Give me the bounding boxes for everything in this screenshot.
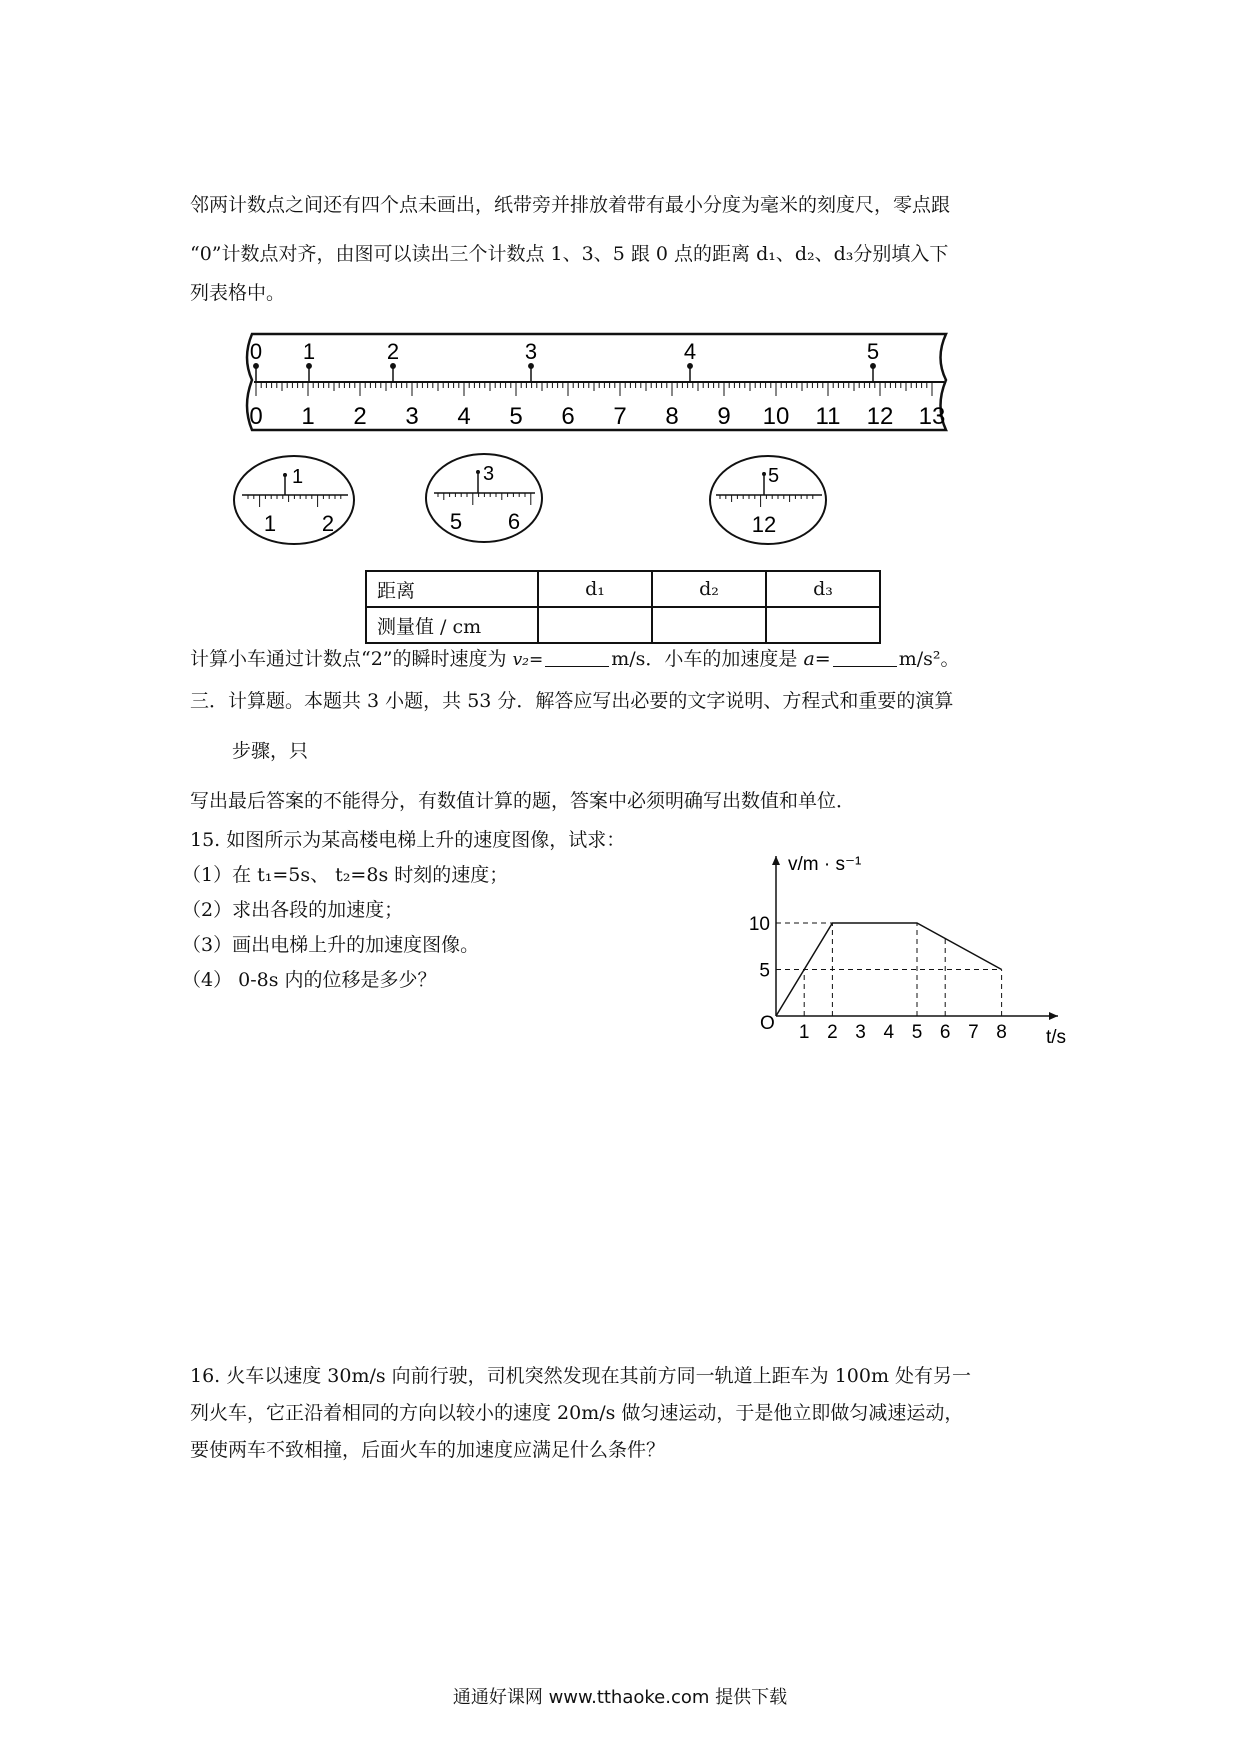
chart-x-tick-label: 4 (883, 1022, 895, 1043)
scale-label: 3 (405, 403, 419, 430)
scale-label: 1 (301, 403, 315, 430)
tape-points (250, 339, 879, 382)
scale-label: 7 (613, 403, 627, 430)
scale-label: 8 (665, 403, 679, 430)
chart-ticks (749, 914, 1007, 1043)
scale-label: 0 (249, 403, 263, 430)
answer-cell-d1[interactable] (538, 607, 652, 643)
q15-item-3: （3）画出电梯上升的加速度图像。 (182, 934, 480, 956)
ruler-figure (230, 328, 970, 568)
svg-text:12: 12 (751, 512, 777, 537)
q16-line-1: 16. 火车以速度 30m/s 向前行驶，司机突然发现在其前方同一轨道上距车为 100m 处有另一 (190, 1365, 972, 1387)
scale-label: 5 (509, 403, 523, 430)
svg-text:3: 3 (483, 463, 495, 485)
q16-line-3: 要使两车不致相撞，后面火车的加速度应满足什么条件？ (190, 1439, 666, 1461)
table-header-d3: d₃ (766, 571, 880, 607)
table-header-distance: 距离 (366, 571, 538, 607)
chart-x-tick-label: 7 (968, 1022, 979, 1043)
scale-label: 13 (918, 403, 946, 430)
chart-x-tick-label: 5 (911, 1022, 923, 1043)
svg-text:5: 5 (768, 465, 780, 487)
q16-line-2: 列火车，它正沿着相同的方向以较小的速度 20m/s 做匀速运动，于是他立即做匀减速运动， (190, 1402, 964, 1424)
chart-y-axis-label: v/m · s⁻¹ (788, 854, 862, 875)
scale-label: 6 (561, 403, 575, 430)
calc-line: 计算小车通过计数点“2”的瞬时速度为 v₂= m/s．小车的加速度是 a= m/s²。 (190, 648, 960, 670)
chart-axes (772, 856, 1058, 1020)
intro-line-1: 邻两计数点之间还有四个点未画出，纸带旁并排放着带有最小分度为毫米的刻度尺，零点跟 (190, 194, 951, 216)
table-header-d1: d₁ (538, 571, 652, 607)
section3-line-3: 写出最后答案的不能得分，有数值计算的题，答案中必须明确写出数值和单位． (190, 790, 856, 812)
table-row-label: 测量值 / cm (366, 607, 538, 643)
section3-line-1: 三．计算题。本题共 3 小题，共 53 分．解答应写出必要的文字说明、方程式和重要的演算 (190, 690, 954, 712)
answer-cell-d3[interactable] (766, 607, 880, 643)
tape-point-1: 1 (302, 339, 316, 364)
section3-line-2: 步骤，只 (232, 740, 309, 762)
chart-origin-label: O (760, 1013, 775, 1034)
table-row (366, 571, 880, 607)
chart-x-axis-label: t/s (1046, 1027, 1067, 1048)
answer-cell-d2[interactable] (652, 607, 766, 643)
q15-title: 15. 如图所示为某高楼电梯上升的速度图像，试求： (190, 829, 626, 851)
svg-text:6: 6 (507, 509, 521, 534)
table-header-d2: d₂ (652, 571, 766, 607)
magnifier-1 (234, 456, 354, 544)
scale-label: 11 (815, 403, 841, 430)
chart-y-tick-label: 10 (748, 914, 770, 935)
ruler-ticks (256, 382, 932, 396)
chart-y-tick-label: 5 (759, 960, 770, 982)
page-footer: 通通好课网 www.tthaoke.com 提供下载 (452, 1687, 788, 1708)
tape-point-5: 5 (866, 339, 880, 364)
table-row (366, 607, 880, 643)
scale-label: 12 (866, 403, 894, 430)
scale-label: 2 (353, 403, 367, 430)
intro-line-2: “0”计数点对齐，由图可以读出三个计数点 1、3、5 跟 0 点的距离 d₁、d₂、d₃分别填入下 (190, 243, 949, 265)
chart-x-tick-label: 1 (798, 1022, 810, 1043)
chart-x-tick-label: 8 (996, 1022, 1007, 1043)
tape-point-0: 0 (249, 339, 263, 364)
svg-text:1: 1 (263, 511, 277, 536)
q15-item-4: （4） 0-8s 内的位移是多少？ (182, 969, 437, 991)
svg-text:5: 5 (449, 509, 463, 534)
scale-label: 10 (762, 403, 790, 430)
scale-labels (249, 403, 945, 430)
tape-point-2: 2 (386, 339, 400, 364)
a-blank[interactable] (833, 648, 897, 667)
measurement-table (365, 570, 881, 644)
intro-line-3: 列表格中。 (190, 282, 286, 304)
magnifier-2 (426, 454, 542, 542)
scale-label: 4 (457, 403, 471, 430)
velocity-time-chart (740, 848, 1080, 1058)
tape-point-4: 4 (683, 339, 697, 364)
chart-x-tick-label: 6 (939, 1022, 951, 1043)
chart-x-tick-label: 2 (827, 1022, 838, 1043)
q15-item-2: （2）求出各段的加速度； (182, 899, 404, 921)
svg-text:2: 2 (321, 511, 335, 536)
magnifier-3 (710, 456, 826, 544)
scale-label: 9 (717, 403, 731, 430)
v2-blank[interactable] (545, 648, 609, 667)
q15-item-1: （1）在 t₁=5s、 t₂=8s 时刻的速度； (182, 864, 509, 886)
tape-point-3: 3 (524, 339, 538, 364)
chart-x-tick-label: 3 (855, 1022, 866, 1043)
chart-guides (776, 923, 1002, 1016)
svg-text:1: 1 (292, 466, 304, 488)
